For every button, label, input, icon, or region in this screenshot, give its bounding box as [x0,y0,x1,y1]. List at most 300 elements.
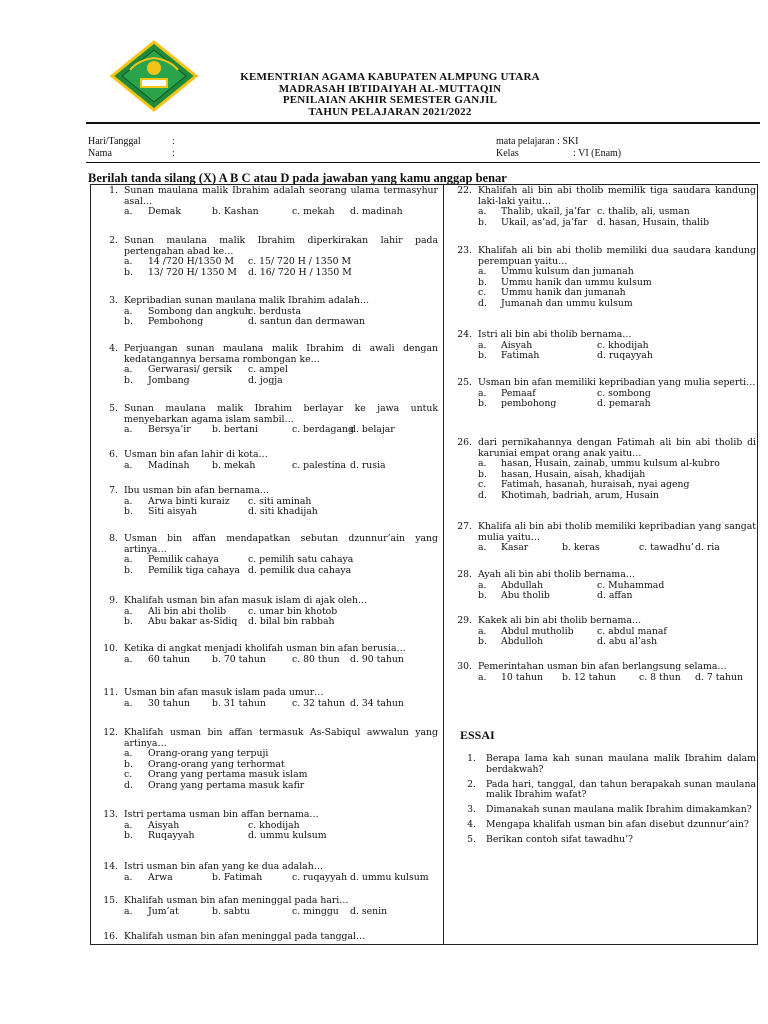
answer-option[interactable]: Pembohong [148,316,204,328]
answer-row [124,781,438,792]
question-text: Khalifah ali bin abi tholib memilik tiga saudara kandung laki-laki yaitu… [478,185,756,207]
essay-item [446,780,756,802]
option-letter[interactable]: a. [478,206,487,218]
answer-option[interactable]: c. 15/ 720 H / 1350 M [248,256,352,268]
option-letter[interactable]: b. [124,616,133,628]
option-letter[interactable]: b. [124,316,133,328]
answer-option[interactable]: 30 tahun [148,697,191,709]
option-letter[interactable]: a. [478,266,487,278]
answer-option[interactable]: Aisyah [501,339,533,351]
option-letter[interactable]: a. [124,424,133,436]
answer-option[interactable]: Abdulloh [501,636,544,648]
answer-options [124,555,438,576]
answer-row [478,637,756,648]
instruction: Berilah tanda silang (X) A B C atau D pada jawaban yang kamu anggap benar [88,171,507,185]
question-text: Kepribadian sunan maulana malik Ibrahim adalah… [124,295,370,306]
answer-option[interactable]: c. 32 tahun [292,697,346,709]
answer-option[interactable]: c. pemilih satu cahaya [248,554,354,566]
school-header [200,72,580,118]
question-number: 9. [109,595,118,606]
question-number: 6. [109,449,118,460]
answer-option[interactable]: b. mekah [212,459,256,471]
question-number: 14. [103,861,118,872]
option-letter[interactable]: a. [478,542,487,554]
essay-number: 3. [467,804,476,816]
answer-option[interactable]: d. siti khadijah [248,506,318,518]
question-text: Usman bin afan masuk islam pada umur… [124,687,324,698]
question-item [92,932,438,943]
question-text: Khalifa ali bin abi tholib memiliki kepribadian yang sangat mulia yaitu… [478,521,756,543]
question-item [92,728,438,792]
answer-option[interactable]: Abu bakar as-Sidiq [148,616,238,628]
option-letter[interactable]: a. [478,339,487,351]
question-stem [92,728,438,749]
option-letter[interactable]: b. [478,350,487,362]
essay-number: 5. [467,833,476,845]
question-stem [92,932,438,943]
question-item [92,688,438,709]
answer-row [124,376,438,387]
question-item [92,862,438,883]
answer-option[interactable]: c. Muhammad [597,579,665,591]
answer-row [478,491,756,502]
answer-option[interactable]: c. umar bin khotob [248,605,338,617]
question-stem [446,616,756,627]
option-letter[interactable]: b. [124,564,133,576]
question-stem [92,186,438,207]
class-label: Kelas [496,148,519,159]
answer-option[interactable]: Khotimah, badriah, arum, Husain [501,489,659,501]
question-text: Ayah ali bin abi tholib bernama… [478,569,636,580]
answer-row [124,425,438,436]
answer-options [478,207,756,228]
question-text: Khalifah ali bin abi tholib memiliki dua saudara kandung perempuan yaitu… [478,245,756,267]
question-stem [92,810,438,821]
ministry-logo [108,40,200,112]
option-letter[interactable]: a. [124,459,133,471]
question-item [446,616,756,648]
question-text: Istri pertama usman bin affan bernama… [124,809,319,820]
question-item [92,644,438,665]
question-number: 28. [457,569,472,580]
answer-row [478,673,756,684]
answer-row [478,218,756,229]
answer-option[interactable]: b. 12 tahun [562,671,616,683]
answer-option[interactable]: hasan, Husain, zainab, ummu kulsum al-kubro [501,458,720,470]
answer-options [478,543,756,554]
hari-label: Hari/Tanggal [88,136,141,147]
answer-row [124,907,438,918]
question-number: 30. [457,661,472,672]
option-letter[interactable]: b. [124,266,133,278]
option-letter[interactable]: b. [124,830,133,842]
question-number: 8. [109,533,118,544]
option-letter[interactable]: b. [478,636,487,648]
answer-option[interactable]: c. tawadhu’ [639,542,694,554]
question-text: Kakek ali bin abi tholib bernama… [478,615,642,626]
question-item [92,450,438,471]
question-item [446,570,756,602]
answer-row [124,317,438,328]
essay-question: Berikan contoh sifat tawadhu’? [486,833,634,845]
answer-option[interactable]: Jum’at [148,905,179,917]
question-stem [446,662,756,673]
option-letter[interactable]: a. [478,625,487,637]
answer-row [124,207,438,218]
question-stem [446,378,756,389]
answer-option[interactable]: Jombang [148,374,190,386]
answer-option[interactable]: b. Kashan [212,206,259,218]
answer-options [124,749,438,791]
answer-option[interactable]: c. siti aminah [248,495,312,507]
answer-options [124,307,438,328]
answer-option[interactable]: Thalib, ukail, ja’far [501,206,591,218]
answer-option[interactable]: d. 7 tahun [695,671,743,683]
essai-list [446,754,756,850]
option-letter[interactable]: a. [124,871,133,883]
essay-item [446,805,756,816]
answer-option[interactable]: Arwa binti kuraiz [148,495,230,507]
answer-option[interactable]: c. palestina [292,459,347,471]
question-item [92,296,438,328]
answer-option[interactable]: Fatimah [501,350,540,362]
answer-option[interactable]: Fatimah, hasanah, huraisah, nyai ageng [501,479,690,491]
question-text: Pemerintahan usman bin afan berlangsung selama… [478,661,727,672]
answer-row [124,268,438,279]
answer-options [124,257,438,278]
question-item [446,330,756,362]
answer-row [124,699,438,710]
answer-option[interactable]: Siti aisyah [148,506,198,518]
question-stem [92,596,438,607]
answer-option[interactable]: Sombong dan angkuh [148,305,251,317]
question-item [92,810,438,842]
essay-number: 1. [467,753,476,764]
question-item [92,186,438,218]
answer-row [124,655,438,666]
question-text: Istri ali bin abi tholib bernama… [478,329,632,340]
question-item [446,378,756,410]
option-letter[interactable]: a. [478,579,487,591]
option-letter[interactable]: c. [478,287,487,299]
answer-options [478,627,756,648]
question-number: 4. [109,343,118,354]
answer-option[interactable]: d. 34 tahun [350,697,404,709]
answer-option[interactable]: d. affan [597,590,633,602]
option-letter[interactable]: a. [124,554,133,566]
answer-row [478,543,756,554]
option-letter[interactable]: a. [124,905,133,917]
option-letter[interactable]: d. [478,489,487,501]
option-letter[interactable]: a. [124,653,133,665]
column-divider [443,184,444,945]
answer-option[interactable]: c. abdul manaf [597,625,667,637]
answer-option[interactable]: d. hasan, Husain, thalib [597,216,710,228]
question-stem [92,644,438,655]
answer-option[interactable]: d. ummu kulsum [248,830,327,842]
question-item [92,534,438,576]
answer-row [124,461,438,472]
question-stem [92,896,438,907]
answer-row [124,566,438,577]
question-text: Khalifah usman bin afan meninggal pada hari… [124,895,349,906]
question-number: 27. [457,521,472,532]
answer-option[interactable]: c. mekah [292,206,335,218]
option-letter[interactable]: b. [478,468,487,480]
question-text: Usman bin afan memiliki kepribadian yang mulia seperti… [478,377,756,388]
question-item [92,344,438,386]
answer-options [124,497,438,518]
answer-option[interactable]: pembohong [501,398,557,410]
question-stem [446,246,756,267]
answer-option[interactable]: d. madinah [350,206,403,218]
answer-options [124,461,438,472]
question-number: 23. [457,245,472,256]
option-letter[interactable]: a. [478,671,487,683]
answer-option[interactable]: d. 16/ 720 H / 1350 M [248,266,352,278]
question-item [446,186,756,228]
header-exam: PENILAIAN AKHIR SEMESTER GANJIL [282,94,498,106]
answer-option[interactable]: d. santun dan dermawan [248,316,366,328]
option-letter[interactable]: a. [124,206,133,218]
question-item [92,896,438,917]
answer-option[interactable]: c. ampel [248,364,288,376]
answer-row [478,591,756,602]
answer-row [478,351,756,362]
question-text: Sunan maulana malik Ibrahim berlayar ke jawa untuk menyebarkan agama islam sambil… [124,403,438,425]
question-stem [446,438,756,459]
question-stem [92,404,438,425]
question-number: 5. [109,403,118,414]
question-text: Sunan maulana malik Ibrahim adalah seorang ulama termasyhur asal… [124,185,438,207]
question-number: 11. [103,687,118,698]
question-stem [92,344,438,365]
subject-label: mata pelajaran : SKI [496,136,579,147]
answer-row [124,507,438,518]
option-letter[interactable]: a. [124,364,133,376]
answer-row [124,831,438,842]
answer-option[interactable]: Orang-orang yang terpuji [148,748,269,760]
option-letter[interactable]: b. [478,276,487,288]
answer-option[interactable]: 14 /720 H/1350 M [148,256,234,268]
header-year: TAHUN PELAJARAN 2021/2022 [308,105,472,118]
answer-options [478,341,756,362]
question-stem [92,236,438,257]
answer-option[interactable]: d. ruqayyah [597,350,653,362]
essay-question: Pada hari, tanggal, dan tahun berapakah sunan maulana malik Ibrahim wafat? [486,778,756,801]
answer-option[interactable]: d. bilal bin rabbah [248,616,335,628]
option-letter[interactable]: a. [124,305,133,317]
answer-option[interactable]: d. belajar [350,424,395,436]
question-text: Ketika di angkat menjadi kholifah usman bin afan berusia… [124,643,406,654]
answer-option[interactable]: d. 90 tahun [350,653,404,665]
question-text: Ibu usman bin afan bernama… [124,485,270,496]
option-letter[interactable]: a. [478,387,487,399]
answer-option[interactable]: Abu tholib [501,590,550,602]
question-stem [92,450,438,461]
question-number: 16. [103,931,118,942]
option-letter[interactable]: b. [124,758,133,770]
answer-row [478,299,756,310]
question-number: 3. [109,295,118,306]
option-letter[interactable]: c. [124,769,133,781]
question-item [446,522,756,554]
option-letter[interactable]: b. [124,506,133,518]
question-number: 7. [109,485,118,496]
question-number: 26. [457,437,472,448]
answer-option[interactable]: Pemilik tiga cahaya [148,564,240,576]
essay-question: Berapa lama kah sunan maulana malik Ibrahim dalam berdakwah? [486,753,756,775]
answer-option[interactable]: Ummu hanik dan jumanah [501,287,626,299]
answer-option[interactable]: b. sabtu [212,905,250,917]
answer-row [124,617,438,628]
option-letter[interactable]: a. [124,605,133,617]
answer-option[interactable]: b. 31 tahun [212,697,266,709]
answer-option[interactable]: Abdullah [501,579,544,591]
question-text: Khalifah usman bin afan meninggal pada tanggal… [124,931,366,942]
question-number: 2. [109,235,118,246]
answer-option[interactable]: Pemaaf [501,387,536,399]
answer-option[interactable]: c. sombong [597,387,651,399]
question-stem [92,688,438,699]
option-letter[interactable]: a. [124,697,133,709]
question-stem [446,522,756,543]
answer-option[interactable]: c. khodijah [597,339,649,351]
option-letter[interactable]: b. [478,590,487,602]
answer-option[interactable]: c. berdagang [292,424,354,436]
answer-option[interactable]: b. bertani [212,424,258,436]
option-letter[interactable]: d. [124,779,133,791]
essay-question: Mengapa khalifah usman bin afan disebut dzunnur’ain? [486,818,749,830]
answer-option[interactable]: Madinah [148,459,190,471]
answer-option[interactable]: c. ruqayyah [292,871,348,883]
essay-number: 2. [467,778,476,790]
option-letter[interactable]: b. [478,398,487,410]
answer-options [478,459,756,501]
answer-option[interactable]: Gerwarasi/ gersik [148,364,232,376]
answer-row [478,399,756,410]
header-school: MADRASAH IBTIDAIYAH AL-MUTTAQIN [278,82,502,95]
option-letter[interactable]: a. [478,458,487,470]
answer-option[interactable]: d. pemilik dua cahaya [248,564,352,576]
answer-option[interactable]: Ali bin abi tholib [148,605,227,617]
answer-option[interactable]: Ummu hanik dan ummu kulsum [501,276,652,288]
question-text: Istri usman bin afan yang ke dua adalah… [124,861,324,872]
answer-option[interactable]: c. thalib, ali, usman [597,206,690,218]
answer-options [124,873,438,884]
answer-option[interactable]: Pemilik cahaya [148,554,219,566]
answer-option[interactable]: d. ummu kulsum [350,871,429,883]
nama-label: Nama [88,148,112,159]
answer-option[interactable]: 60 tahun [148,653,191,665]
answer-option[interactable]: b. Fatimah [212,871,263,883]
answer-option[interactable]: Ukail, as’ad, ja’far [501,216,588,228]
answer-option[interactable]: Aisyah [148,819,180,831]
answer-option[interactable]: Orang yang pertama masuk kafir [148,779,305,791]
question-text: Usman bin affan mendapatkan sebutan dzunnur’ain yang artinya… [124,533,438,555]
hari-colon: : [172,136,175,147]
question-number: 12. [103,727,118,738]
answer-option[interactable]: Ummu kulsum dan jumanah [501,266,634,278]
question-stem [92,862,438,873]
essay-number: 4. [467,818,476,830]
answer-option[interactable]: c. minggu [292,905,339,917]
option-letter[interactable]: c. [478,479,487,491]
question-number: 1. [109,185,118,196]
option-letter[interactable]: a. [124,495,133,507]
question-number: 15. [103,895,118,906]
nama-colon: : [172,148,175,159]
option-letter[interactable]: a. [124,819,133,831]
answer-option[interactable]: c. 80 thun [292,653,340,665]
question-number: 13. [103,809,118,820]
answer-option[interactable]: Orang-orang yang terhormat [148,758,285,770]
answer-option[interactable]: Kasar [501,542,529,554]
answer-option[interactable]: d. pemarah [597,398,651,410]
question-item [446,438,756,502]
question-text: Usman bin afan lahir di kota… [124,449,268,460]
answer-options [124,607,438,628]
answer-option[interactable]: Demak [148,206,181,218]
answer-option[interactable]: Arwa [148,871,173,883]
option-letter[interactable]: b. [478,216,487,228]
answer-option[interactable]: Ruqayyah [148,830,195,842]
option-letter[interactable]: b. [124,374,133,386]
answer-option[interactable]: 10 tahun [501,671,544,683]
answer-option[interactable]: c. 8 thun [639,671,681,683]
question-stem [92,296,438,307]
answer-options [124,365,438,386]
question-number: 25. [457,377,472,388]
answer-option[interactable]: d. ria [695,542,720,554]
answer-option[interactable]: Abdul mutholib [501,625,574,637]
answer-options [478,581,756,602]
answer-option[interactable]: Orang yang pertama masuk islam [148,769,308,781]
option-letter[interactable]: a. [124,748,133,760]
question-text: dari pernikahannya dengan Fatimah ali bin abi tholib di karuniai empat orang anak yaitu… [478,437,756,459]
answer-options [478,389,756,410]
question-stem [446,186,756,207]
class-value: : VI (Enam) [573,148,622,159]
header-ministry: KEMENTRIAN AGAMA KABUPATEN ALMPUNG UTARA [240,71,540,83]
answer-option[interactable]: b. keras [562,542,600,554]
question-number: 29. [457,615,472,626]
essay-item [446,820,756,831]
answer-options [124,425,438,436]
answer-option[interactable]: d. jogja [248,374,283,386]
question-stem [446,570,756,581]
answer-option[interactable]: 13/ 720 H/ 1350 M [148,266,237,278]
answer-option[interactable]: hasan, Husain, aisah, khadijah [501,468,646,480]
answer-option[interactable]: c. khodijah [248,819,300,831]
answer-option[interactable]: d. rusia [350,459,386,471]
answer-option[interactable]: Bersya’ir [148,424,191,436]
question-text: Perjuangan sunan maulana malik Ibrahim di awali dengan kedatangannya bersama rombongan ke… [124,343,438,365]
question-text: Khalifah usman bin affan termasuk As-Sabiqul awwalun yang artinya… [124,727,438,749]
option-letter[interactable]: d. [478,297,487,309]
answer-option[interactable]: d. senin [350,905,388,917]
info-divider [86,162,760,163]
essay-item [446,754,756,776]
answer-option[interactable]: c. berdusta [248,305,302,317]
option-letter[interactable]: a. [124,256,133,268]
answer-option[interactable]: Jumanah dan ummu kulsum [501,297,633,309]
answer-option[interactable]: b. 70 tahun [212,653,266,665]
essai-title: ESSAI [460,728,495,742]
question-item [92,596,438,628]
question-text: Sunan maulana malik Ibrahim diperkirakan lahir pada pertengahan abad ke… [124,235,438,257]
answer-option[interactable]: d. abu al’ash [597,636,658,648]
